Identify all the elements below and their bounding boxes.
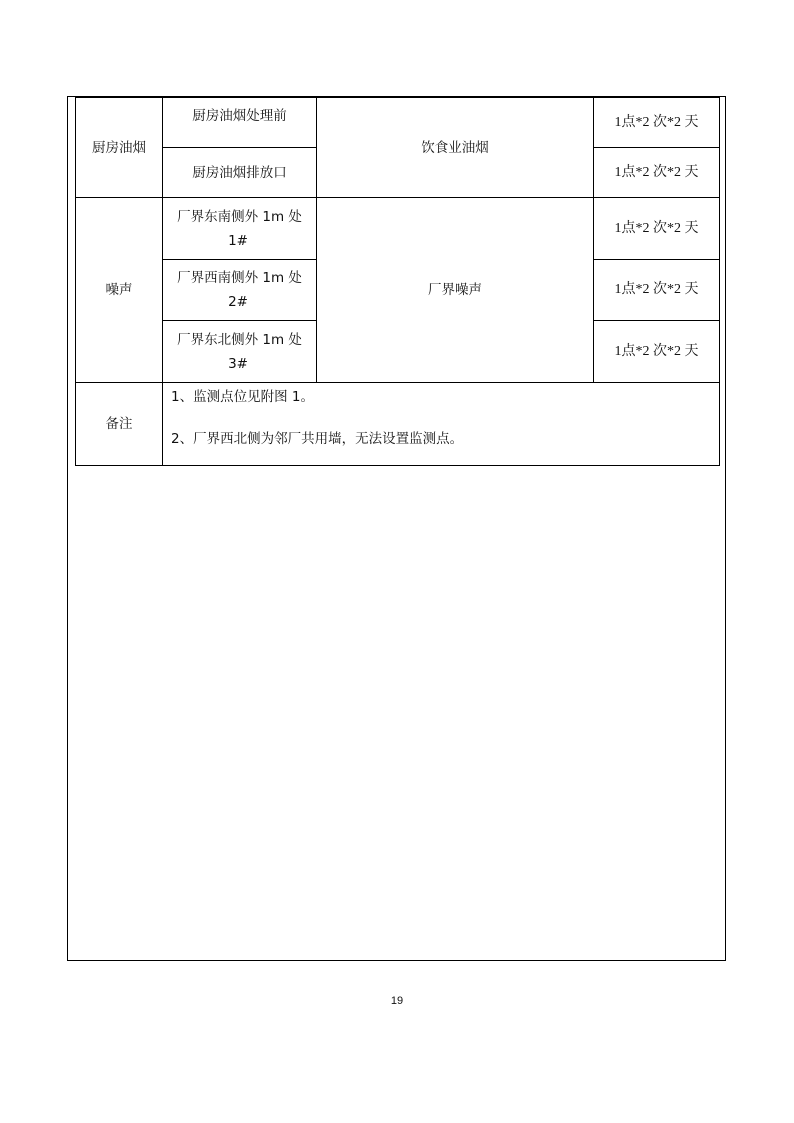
point-kitchen-before-treatment: 厨房油烟处理前 [162,97,317,148]
remark-line-1: 1、监测点位见附图 1。 [171,389,314,405]
frequency-noise-1: 1点*2 次*2 天 [593,197,720,260]
point-noise-1: 厂界东南侧外 1m 处 1# [162,197,317,260]
frequency-kitchen-2: 1点*2 次*2 天 [593,147,720,198]
point-noise-3: 厂界东北侧外 1m 处 3# [162,320,317,383]
remarks-label: 备注 [75,382,163,466]
remarks-content [162,382,720,466]
frequency-noise-3: 1点*2 次*2 天 [593,320,720,383]
factor-kitchen: 饮食业油烟 [316,97,594,198]
category-kitchen-fumes: 厨房油烟 [75,97,163,198]
frequency-kitchen-1: 1点*2 次*2 天 [593,97,720,148]
category-noise: 噪声 [75,197,163,383]
point-kitchen-outlet: 厨房油烟排放口 [162,147,317,198]
point-noise-2: 厂界西南侧外 1m 处 2# [162,259,317,321]
remark-line-2: 2、厂界西北侧为邻厂共用墙，无法设置监测点。 [171,431,464,447]
page-number: 19 [390,995,404,1007]
frequency-noise-2: 1点*2 次*2 天 [593,259,720,321]
factor-noise: 厂界噪声 [316,197,594,383]
